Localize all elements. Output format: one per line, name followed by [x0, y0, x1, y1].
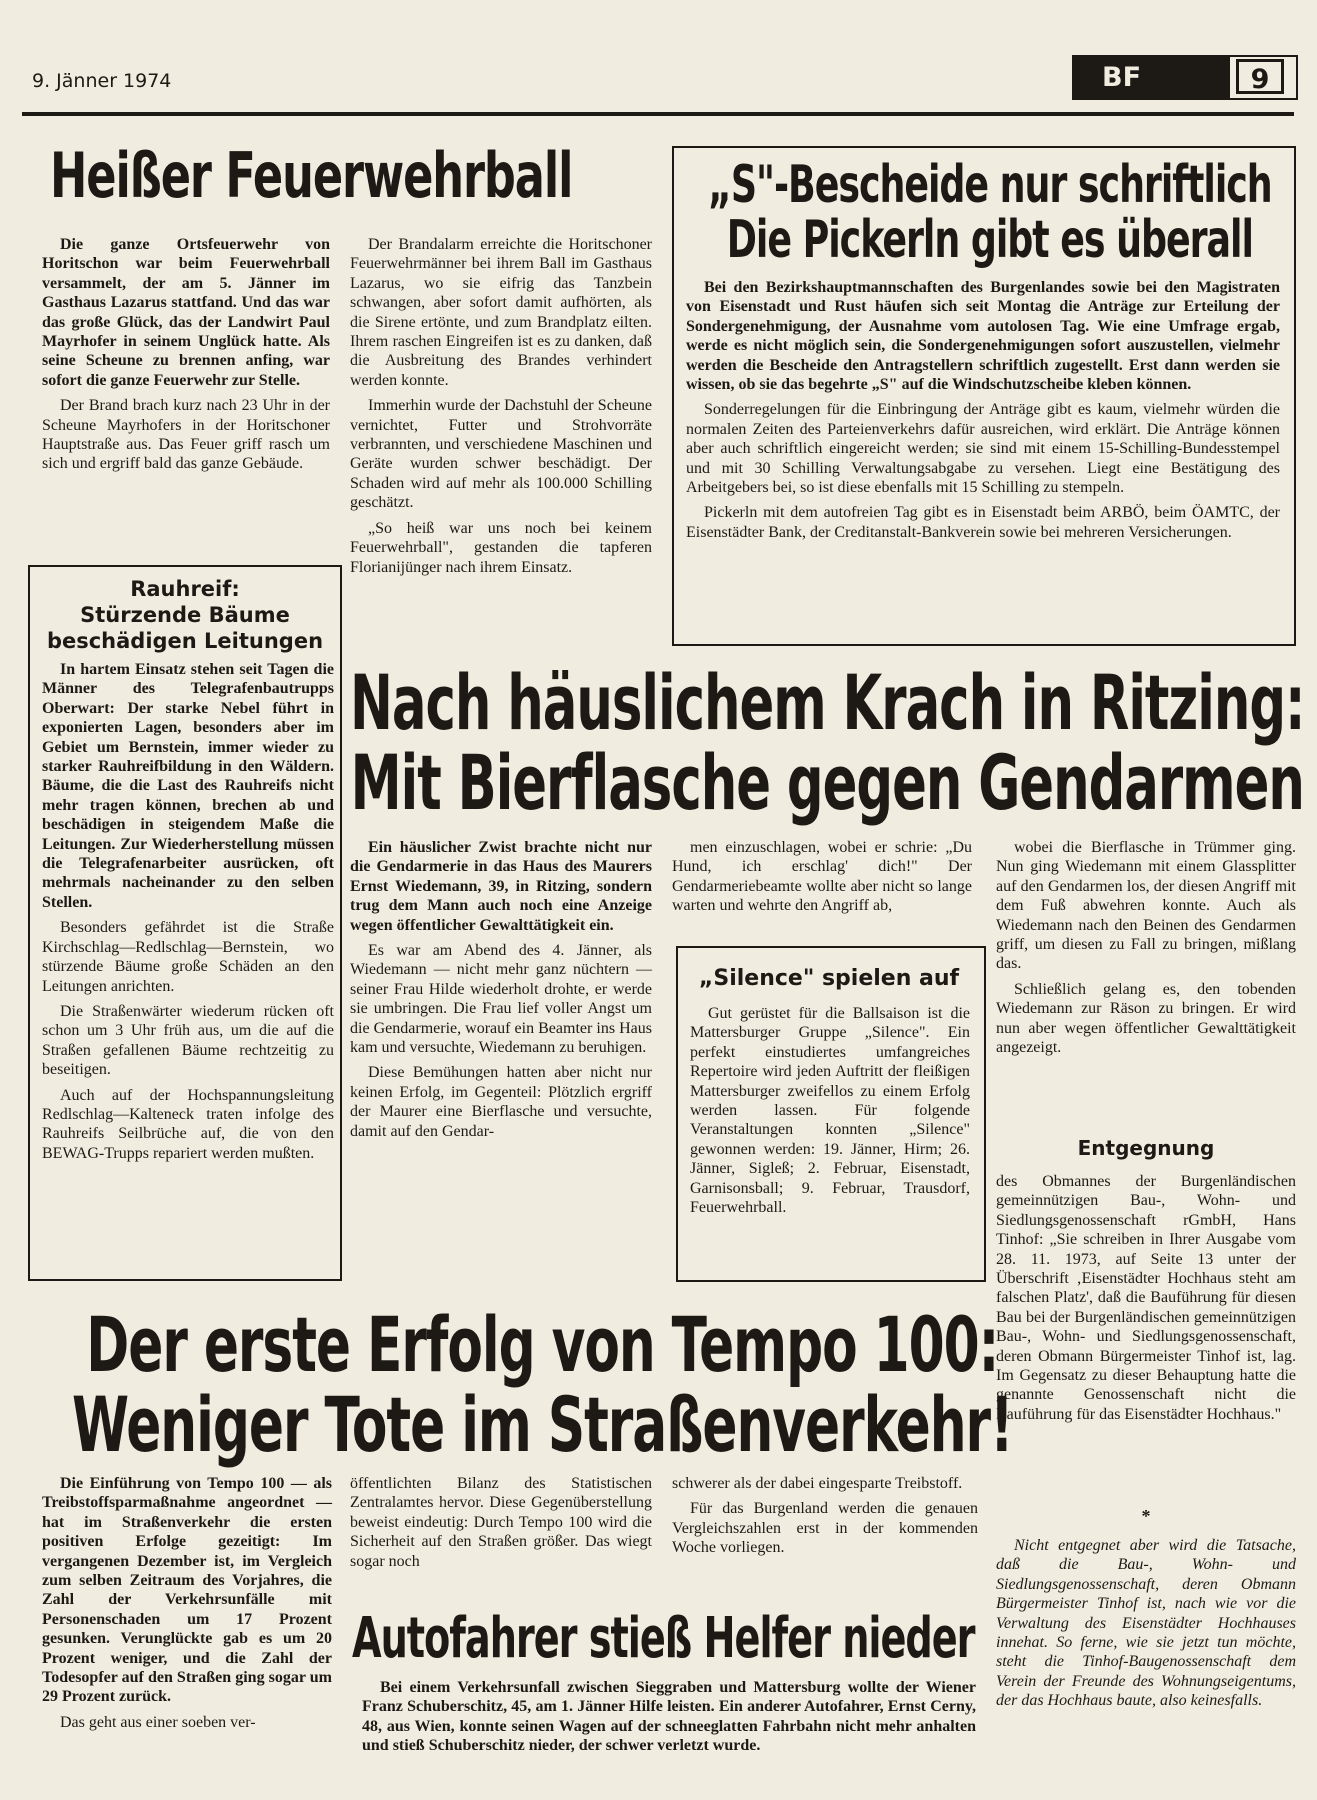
article-paragraph: öffentlichten Bilanz des Statistischen Zentralamtes hervor. Diese Gegenüberstellung beweist eindeutig: Durch Tempo 100 wird die Sicherheit auf den Straßen größer. Das wiegt sogar noch [350, 1475, 652, 1570]
article-paragraph: Die ganze Ortsfeuerwehr von Horitschon war beim Feuerwehrball versammelt, der am 5. Jänner im Gasthaus Lazarus stattfand. Und das war das große Glück, das der Landwirt Paul Mayrhofer in seinem Unglück hatte. Als seine Scheune zu brennen anfing, war sofort die ganze Feuerwehr zur Stelle. [42, 236, 330, 389]
page-badge [1072, 55, 1298, 100]
article-paragraph: Bei den Bezirkshauptmannschaften des Burgenlandes sowie bei den Magistraten von Eisenstadt und Rust häufen sich seit Montag die Anträge zur Erteilung der Sondergenehmigung, der Ausnahme vom autolosen Tag. Wie eine Umfrage ergab, werde es nicht möglich sein, die Sondergenehmigungen sofort auszustellen, vielmehr werden die Bescheide den Antragstellern schriftlich zugestellt. Erst dann werden sie wissen, ob sie das begehrte „S" auf die Windschutzscheibe kleben können. [686, 279, 1280, 394]
bescheide-text [686, 278, 1280, 548]
rauhreif-title-line: beschädigen Leitungen [46, 629, 324, 653]
article-paragraph: Es war am Abend des 4. Jänner, als Wiedemann — nicht mehr ganz nüchtern — seiner Frau Hilde wiederholt drohte, er werde sie umbringen. Die Frau lief voller Angst um die Gendarmerie, worauf ein Beamter ins Haus kam und versuchte, Wiedemann zu beruhigen. [350, 942, 652, 1057]
masthead-rule [22, 112, 1294, 116]
ritzing-column-2 [672, 838, 972, 922]
silence-text [690, 1004, 970, 1223]
article-paragraph: Bei einem Verkehrsunfall zwischen Sieggraben und Mattersburg wollte der Wiener Franz Schuberschitz, 45, am 1. Jänner Hilfe leisten. Ein anderer Autofahrer, Ernst Cerny, 48, aus Wien, konnte seinen Wagen auf der schneeglatten Fahrbahn nicht mehr anhalten und stieß Schuberschitz nieder, der schwer verletzt wurde. [362, 1679, 976, 1755]
article-paragraph: Der Brandalarm erreichte die Horitschoner Feuerwehrmänner bei ihrem Ball im Gasthaus Lazarus, wo sie eifrig das Tanzbein schwangen, aber sofort damit aufhörten, als die Sirene ertönte, und zum Brandplatz eilten. Ihrem raschen Eingreifen ist es zu danken, daß die Ausbreitung des Brandes verhindert werden konnte. [350, 236, 652, 389]
rauhreif-text [42, 660, 334, 1169]
article-paragraph: Das geht aus einer soeben ver- [60, 1713, 256, 1731]
article-paragraph: des Obmannes der Burgenländischen gemeinnützigen Bau-, Wohn- und Siedlungsgenossenschaft rGmbH, Hans Tinhof: „Sie schreiben in Ihrer Ausgabe vom 28. 11. 1973, auf Seite 13 unter der Überschrift ‚Eisenstädter Hochhaus steht am falschen Platz', daß die Bauführung für diesen Bau bei der Burgenländischen gemeinnützigen Bau-, Wohn- und Siedlungsgenossenschaft, deren Obmann Bürgermeister Tinhof ist, lag. Im Gegensatz zu dieser Behauptung hatte die genannte Genossenschaft nicht die Bauführung für das Eisenstädter Hochhaus." [996, 1173, 1296, 1423]
silence-title: „Silence" spielen auf [698, 966, 960, 991]
bescheide-headline [708, 155, 1272, 270]
tempo-column-1 [42, 1474, 332, 1738]
article-paragraph: wobei die Bierflasche in Trümmer ging. Nun ging Wiedemann mit einem Glassplitter auf den Gendarmen los, der diesen Angriff mit dem Fuß abwehren konnte. Auch als Wiedemann nach den Beinen des Gendarmen griff, um diesen zu Fall zu bringen, mißlang das. [996, 839, 1296, 973]
article-paragraph: Schließlich gelang es, den tobenden Wiedemann zur Räson zu bringen. Er wird nun aber wegen öffentlicher Gewalttätigkeit angezeigt. [996, 980, 1296, 1057]
ritzing-column-3 [996, 838, 1296, 1063]
article-paragraph: Pickerln mit dem autofreien Tag gibt es in Eisenstadt beim ARBÖ, beim ÖAMTC, der Eisenstädter Bank, der Creditanstalt-Bankverein sowie bei mehreren Versicherungen. [686, 504, 1280, 541]
article-paragraph: Immerhin wurde der Dachstuhl der Scheune vernichtet, Futter und Strohvorräte verbrannten, und verschiedene Maschinen und Geräte wurden schwer beschädigt. Der Schaden wird auf mehr als 100.000 Schilling geschätzt. [350, 397, 652, 512]
entgegnung-title: Entgegnung [1077, 1136, 1215, 1160]
headline-line: Die Pickerln gibt es überall [726, 209, 1253, 270]
article-paragraph: Diese Bemühungen hatten aber nicht nur keinen Erfolg, im Gegenteil: Plötzlich ergriff der Maurer eine Bierflasche und versuchte, damit auf den Gendar- [350, 1064, 652, 1140]
rauhreif-title-line: Rauhreif: [130, 577, 240, 601]
headline-line: Nach häuslichem Krach in Ritzing: [350, 658, 1305, 747]
ritzing-column-1 [350, 838, 652, 1147]
article-paragraph: schwerer als der dabei eingesparte Treibstoff. [672, 1475, 963, 1492]
rauhreif-title-line: Stürzende Bäume [80, 603, 290, 627]
article-paragraph: Der Brand brach kurz nach 23 Uhr in der Scheune Mayrhofers in der Horitschoner Hauptstraße aus. Das Feuer griff rasch um sich und ergriff bald das ganze Gebäude. [42, 397, 330, 473]
article-paragraph: Auch auf der Hochspannungsleitung Redlschlag—Kalteneck traten infolge des Rauhreifs Seilbrüche auf, die von den BEWAG-Trupps repariert werden mußten. [42, 1086, 334, 1162]
article-paragraph: men einzuschlagen, wobei er schrie: „Du Hund, ich erschlag' dich!" Der Gendarmeriebeamte wollte aber nicht so lange warten und wehrte den Angriff ab, [672, 839, 972, 915]
headline-line: Mit Bierflasche gegen Gendarmen [350, 737, 1304, 827]
tempo-column-2 [350, 1474, 652, 1577]
article-paragraph: Gut gerüstet für die Ballsaison ist die Mattersburger Gruppe „Silence". Ein perfekt einstudiertes umfangreiches Repertoire wird jeden Auftritt der fleißigen Mattersburger zweifellos zu einem Erfolg werden lassen. Für folgende Veranstaltungen konnten „Silence" gewonnen werden: 19. Jänner, Hirm; 26. Jänner, Sigleß; 2. Februar, Eisenstadt, Garnisonsball; 9. Februar, Trausdorf, Feuerwehrball. [690, 1005, 970, 1217]
page-number: 9 [1236, 59, 1284, 94]
entgegnung-text [996, 1172, 1296, 1430]
article-paragraph: Für das Burgenland werden die genauen Vergleichszahlen erst in der kommenden Woche vorliegen. [672, 1500, 978, 1557]
article-paragraph: Besonders gefährdet ist die Straße Kirchschlag—Redlschlag—Bernstein, wo stürzende Bäume große Schäden an den Leitungen anrichten. [42, 919, 334, 995]
article-paragraph: Sonderregelungen für die Einbringung der Anträge gibt es kaum, vielmehr würden die normalen Zeiten des Parteienverkehrs dafür ausreichen, wird erklärt. Die Anträge können aber auch schriftlich eingereicht werden; sie sind mit einem 15-Schilling-Bundesstempel und mit 30 Schilling Verwaltungsabgabe zu versehen. Liegt eine Bestätigung des Arbeitgebers bei, so ist diese ebenfalls mit 15 Schilling zu stempeln. [686, 401, 1280, 497]
headline-line: Weniger Tote im Straßenverkehr! [72, 1379, 1013, 1469]
article-paragraph: Nicht entgegnet aber wird die Tatsache, daß die Bau-, Wohn- und Siedlungsgenossenschaft, deren Obmann Bürgermeister Tinhof ist, nach wie vor die Verwaltung des Eisenstädter Hochhauses innehat. So ferne, wie sie jetzt tun möchte, steht die Tinhof-Baugenossenschaft dem Verein der Freunde des Wohnungseigentums, der das Hochhaus baute, also keinesfalls. [996, 1537, 1296, 1710]
autofahrer-headline: Autofahrer stieß Helfer nieder [352, 1606, 975, 1671]
feuerwehrball-column-2 [350, 235, 652, 583]
autofahrer-text [362, 1678, 976, 1762]
headline-line: Der erste Erfolg von Tempo 100: [86, 1300, 999, 1389]
article-paragraph: Die Straßenwärter wiederum rücken oft schon um 3 Uhr früh aus, um die auf die Straßen gefallenen Bäume rechtzeitig zu beseitigen. [42, 1002, 334, 1079]
article-paragraph: „So heiß war uns noch bei keinem Feuerwehrball", gestanden die tapferen Florianijünger nach ihrem Einsatz. [350, 519, 652, 576]
entgegnung-note [996, 1536, 1296, 1717]
article-paragraph: In hartem Einsatz stehen seit Tagen die Männer des Telegrafenbautrupps Oberwart: Der starke Nebel führt in exponierten Lagen, besonders aber im Gebiet um Bernstein, immer wieder zu starker Rauhreifbildung in den Wäldern. Bäume, die die Last des Rauhreifs nicht mehr tragen können, brechen ab und beschädigen in steigendem Maße die Leitungen. Zur Wiederherstellung müssen die Telegrafenarbeiter ausrücken, oft mehrmals nacheinander zu den selben Stellen. [42, 661, 334, 911]
feuerwehrball-headline: Heißer Feuerwehrball [50, 139, 573, 212]
separator-star: * [1141, 1506, 1151, 1526]
article-paragraph: Ein häuslicher Zwist brachte nicht nur die Gendarmerie in das Haus des Maurers Ernst Wiedemann, 39, in Ritzing, sondern trug dem Mann auch noch eine Anzeige wegen öffentlicher Gewalttätigkeit ein. [350, 839, 652, 934]
ritzing-headline [350, 658, 1305, 827]
section-label: BF [1074, 57, 1230, 98]
tempo-headline [72, 1300, 1013, 1469]
tempo-column-3 [672, 1474, 978, 1564]
article-paragraph: Die Einführung von Tempo 100 — als Treibstoffsparmaßnahme angeordnet — hat im Straßenverkehr die ersten positiven Erfolge gezeitigt: Im vergangenen Dezember ist, im Vergleich zum selben Zeitraum des Vorjahres, die Zahl der Verkehrsunfälle mit Personenschaden um 17 Prozent gesunken. Verunglückte gab es um 20 Prozent weniger, und die Zahl der Todesopfer auf den Straßen ging sogar um 29 Prozent zurück. [42, 1475, 332, 1706]
headline-line: „S"-Bescheide nur schriftlich [708, 155, 1272, 215]
feuerwehrball-column-1 [42, 235, 330, 480]
issue-date: 9. Jänner 1974 [32, 70, 172, 92]
